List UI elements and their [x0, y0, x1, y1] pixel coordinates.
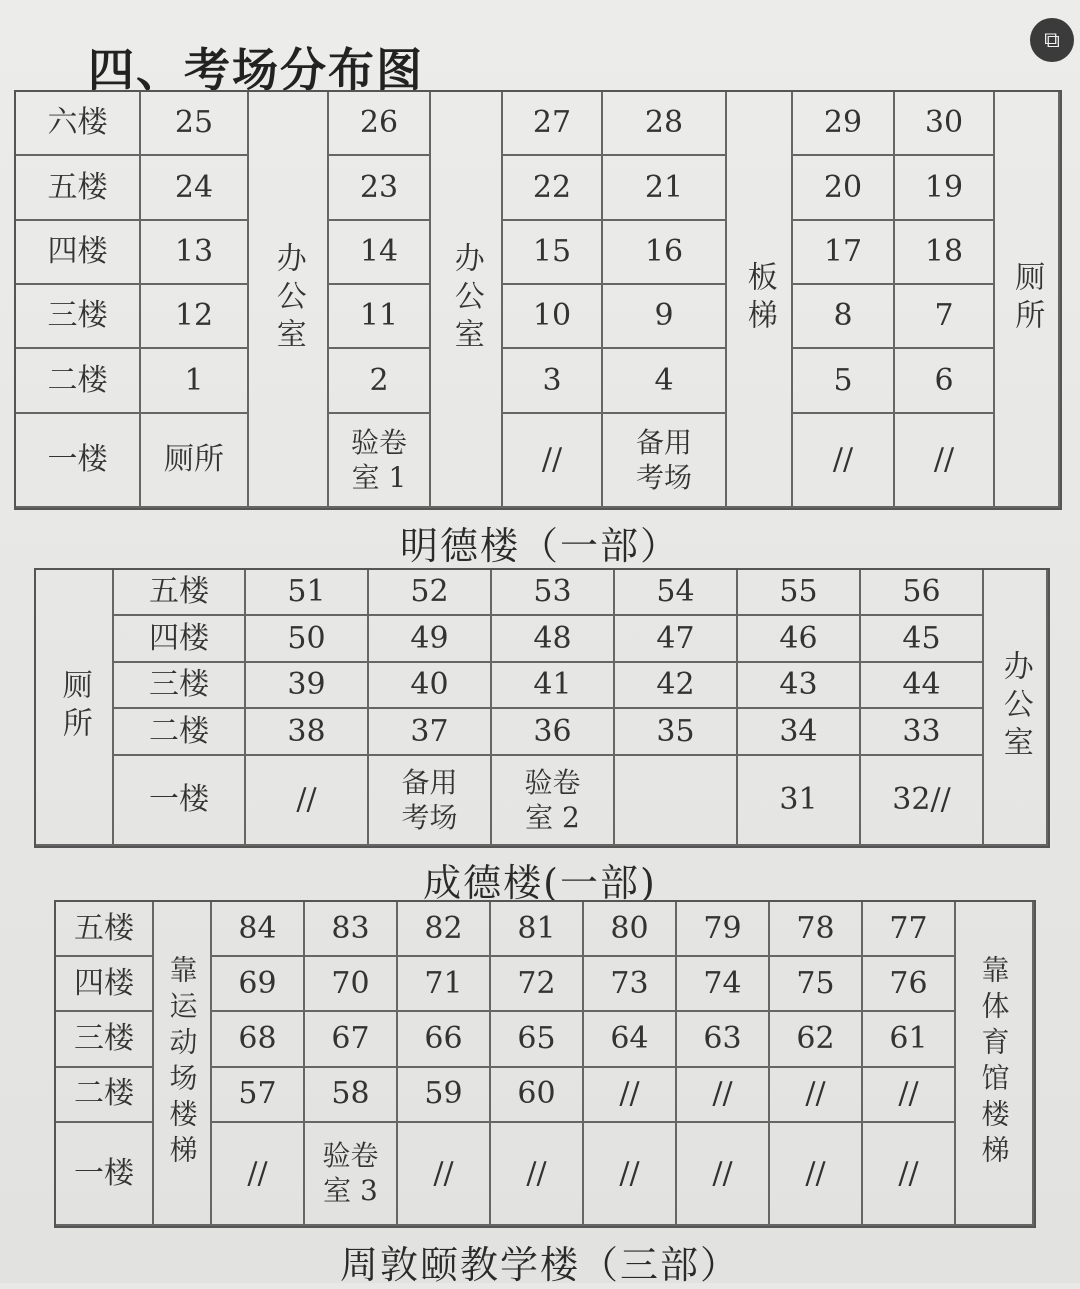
b3-room-cell-text: 76 — [889, 966, 928, 1002]
b1-room-cell-text: 9 — [654, 298, 674, 334]
b3-floor-label-text: 二楼 — [74, 1076, 134, 1112]
b1-room-cell-text: 验卷 室 1 — [350, 425, 407, 494]
b1-room-cell-text: 厕所 — [164, 442, 224, 478]
b3-room-cell — [212, 1123, 305, 1226]
b1-room-cell-text: 8 — [833, 298, 853, 334]
b2-room-cell — [492, 709, 615, 755]
b3-room-cell-text: 83 — [331, 910, 370, 946]
b1-stairs-cell — [727, 92, 793, 508]
b3-room-cell-text: 81 — [517, 910, 556, 946]
b1-room-cell-text: 2 — [369, 362, 389, 398]
b3-room-cell-text: // — [247, 1155, 268, 1191]
b1-office-b-cell-text: 办公室 — [448, 242, 484, 356]
b2-room-cell — [738, 663, 861, 709]
b1-office-b-cell — [431, 92, 503, 508]
b2-room-cell — [369, 709, 492, 755]
b3-room-cell — [863, 1012, 956, 1067]
b3-room-cell-text: // — [805, 1155, 826, 1191]
b1-room-cell — [793, 414, 895, 508]
b1-floor-label — [16, 414, 141, 508]
b2-room-cell-text: 44 — [902, 667, 941, 703]
b3-room-cell-text: 62 — [796, 1021, 835, 1057]
b3-room-cell-text: 80 — [610, 910, 649, 946]
b3-room-cell — [863, 1068, 956, 1123]
b2-floor-label-text: 三楼 — [149, 667, 209, 703]
b3-room-cell — [770, 1068, 863, 1123]
b1-office-a-cell-text: 办公室 — [270, 242, 306, 356]
b3-room-cell-text: 69 — [238, 966, 277, 1002]
screenshot-tool-icon[interactable]: ⧉ — [1030, 18, 1074, 62]
b2-room-cell — [492, 663, 615, 709]
b1-floor-label-text: 四楼 — [47, 234, 108, 270]
b3-floor-label — [56, 1068, 154, 1123]
b3-room-cell — [677, 1068, 770, 1123]
b1-room-cell — [503, 414, 603, 508]
b3-room-cell-text: // — [619, 1155, 640, 1191]
b1-floor-label — [16, 349, 141, 413]
b1-floor-label-text: 五楼 — [47, 169, 108, 205]
b1-room-cell — [895, 156, 995, 220]
b3-room-cell-text: 61 — [889, 1021, 928, 1057]
b1-room-cell — [793, 156, 895, 220]
b1-room-cell — [603, 285, 727, 349]
b1-toilet-cell-text: 厕所 — [1009, 261, 1045, 337]
b1-room-cell — [793, 92, 895, 156]
b2-room-cell-text: // — [296, 782, 317, 818]
b2-room-cell-text: 40 — [410, 667, 449, 703]
b1-room-cell-text: 19 — [924, 169, 964, 205]
b1-floor-label — [16, 92, 141, 156]
b1-floor-label — [16, 156, 141, 220]
chengde-building-table — [34, 568, 1050, 848]
zhoudunyi-building-caption: 周敦颐教学楼（三部） — [339, 1243, 740, 1287]
b2-room-cell-text: 56 — [902, 574, 941, 610]
b1-room-cell-text: 16 — [644, 234, 684, 270]
b2-room-cell — [369, 570, 492, 616]
b2-room-cell — [246, 709, 369, 755]
b3-floor-label — [56, 1012, 154, 1067]
chengde-building-caption: 成德楼(一部) — [423, 861, 657, 905]
b3-room-cell-text: // — [712, 1076, 733, 1112]
b1-room-cell — [141, 92, 249, 156]
b3-room-cell — [398, 1068, 491, 1123]
b1-room-cell — [793, 349, 895, 413]
b3-room-cell — [770, 957, 863, 1012]
b1-room-cell-text: 7 — [934, 298, 954, 334]
b2-room-cell-text: 37 — [410, 713, 449, 749]
b2-room-cell-text: 55 — [779, 574, 818, 610]
b1-room-cell-text: 3 — [542, 362, 562, 398]
b3-room-cell — [584, 1068, 677, 1123]
b3-room-cell — [212, 1068, 305, 1123]
b3-room-cell — [584, 1012, 677, 1067]
b1-room-cell-text: // — [541, 442, 563, 478]
b2-floor-label — [114, 570, 246, 616]
b3-room-cell — [305, 902, 398, 957]
b1-room-cell — [141, 156, 249, 220]
b3-room-cell — [677, 902, 770, 957]
b3-room-cell — [305, 1012, 398, 1067]
b2-room-cell-text: 备用 考场 — [401, 765, 458, 834]
b2-room-cell-text: 32// — [892, 782, 951, 818]
b2-room-cell — [861, 756, 984, 846]
b1-room-cell-text: 14 — [359, 234, 399, 270]
b3-room-cell-text: // — [619, 1076, 640, 1112]
b1-room-cell-text: 4 — [654, 362, 674, 398]
b1-room-cell-text: 备用 考场 — [635, 425, 692, 494]
b3-room-cell — [584, 957, 677, 1012]
b1-room-cell — [141, 285, 249, 349]
b1-room-cell-text: 10 — [532, 298, 572, 334]
b2-room-cell — [369, 756, 492, 846]
b3-room-cell — [770, 1123, 863, 1226]
b3-left-stairs-cell — [154, 902, 212, 1226]
b2-room-cell-text: 31 — [779, 782, 818, 818]
b3-room-cell-text: 60 — [517, 1076, 556, 1112]
b3-room-cell — [491, 902, 584, 957]
b2-room-cell — [246, 663, 369, 709]
b3-room-cell — [212, 957, 305, 1012]
b1-room-cell — [329, 92, 431, 156]
b2-room-cell-text: 47 — [656, 620, 695, 656]
b2-office-cell — [984, 570, 1048, 846]
b3-room-cell — [305, 1123, 398, 1226]
b1-room-cell-text: 18 — [924, 234, 964, 270]
b2-floor-label — [114, 709, 246, 755]
b1-room-cell — [603, 349, 727, 413]
zhoudunyi-building-table — [54, 900, 1036, 1228]
b2-room-cell — [738, 756, 861, 846]
b2-toilet-cell — [36, 570, 114, 846]
b1-floor-label-text: 二楼 — [47, 362, 108, 398]
b1-room-cell — [141, 349, 249, 413]
b2-floor-label-text: 一楼 — [149, 782, 209, 818]
b3-room-cell — [677, 957, 770, 1012]
b2-room-cell-text: 49 — [410, 620, 449, 656]
b3-room-cell — [863, 1123, 956, 1226]
b1-room-cell-text: 24 — [174, 169, 214, 205]
b2-room-cell-text: 38 — [287, 713, 326, 749]
b2-office-cell-text: 办公室 — [997, 650, 1033, 764]
b1-room-cell-text: 25 — [174, 105, 214, 141]
b2-room-cell — [246, 570, 369, 616]
b3-room-cell — [305, 1068, 398, 1123]
b3-room-cell-text: // — [805, 1076, 826, 1112]
b2-room-cell — [861, 570, 984, 616]
b3-room-cell — [491, 1012, 584, 1067]
b2-room-cell — [861, 663, 984, 709]
b2-room-cell-text: 50 — [287, 620, 326, 656]
b3-room-cell — [212, 902, 305, 957]
b2-room-cell-text: 验卷 室 2 — [524, 765, 581, 834]
b1-floor-label-text: 三楼 — [47, 298, 108, 334]
b3-room-cell-text: 67 — [331, 1021, 370, 1057]
b3-room-cell-text: 59 — [424, 1076, 463, 1112]
b1-room-cell — [503, 349, 603, 413]
mingde-building-table — [14, 90, 1062, 510]
b3-room-cell-text: // — [898, 1155, 919, 1191]
b2-room-cell-text: 35 — [656, 713, 695, 749]
b1-room-cell — [503, 285, 603, 349]
b1-room-cell-text: 12 — [174, 298, 214, 334]
page-title: 四、考场分布图 — [88, 43, 424, 97]
b3-room-cell — [491, 1068, 584, 1123]
b1-room-cell — [603, 156, 727, 220]
b3-room-cell-text: 82 — [424, 910, 463, 946]
b3-floor-label — [56, 957, 154, 1012]
b2-room-cell — [246, 616, 369, 662]
b3-room-cell — [305, 957, 398, 1012]
b1-room-cell-text: 27 — [532, 105, 572, 141]
b2-room-cell-text: 42 — [656, 667, 695, 703]
b2-floor-label-text: 二楼 — [149, 713, 209, 749]
b1-room-cell — [793, 285, 895, 349]
b3-right-stairs-cell-text: 靠体育馆楼梯 — [977, 955, 1011, 1171]
b1-room-cell-text: // — [832, 442, 854, 478]
b1-room-cell — [503, 221, 603, 285]
b1-room-cell-text: 29 — [823, 105, 863, 141]
b2-floor-label — [114, 663, 246, 709]
b1-room-cell-text: 1 — [184, 362, 204, 398]
b3-room-cell-text: 65 — [517, 1021, 556, 1057]
b3-room-cell — [584, 902, 677, 957]
b1-floor-label — [16, 285, 141, 349]
b3-room-cell-text: // — [433, 1155, 454, 1191]
b3-room-cell — [398, 1012, 491, 1067]
b1-room-cell — [503, 156, 603, 220]
b1-room-cell-text: 20 — [823, 169, 863, 205]
b1-room-cell-text: 22 — [532, 169, 572, 205]
b3-room-cell-text: 70 — [331, 966, 370, 1002]
b2-floor-label-text: 五楼 — [149, 574, 209, 610]
b1-room-cell-text: 15 — [532, 234, 572, 270]
b2-room-cell — [615, 616, 738, 662]
b3-room-cell — [677, 1012, 770, 1067]
b1-room-cell-text: 17 — [823, 234, 863, 270]
b1-room-cell — [503, 92, 603, 156]
b2-room-cell — [615, 709, 738, 755]
b1-room-cell — [895, 221, 995, 285]
b2-room-cell — [615, 663, 738, 709]
b1-room-cell — [141, 414, 249, 508]
b2-room-cell-text: 33 — [902, 713, 941, 749]
b1-room-cell — [329, 156, 431, 220]
b3-floor-label — [56, 1123, 154, 1226]
b3-floor-label — [56, 902, 154, 957]
b2-room-cell — [738, 616, 861, 662]
b1-room-cell-text: 30 — [924, 105, 964, 141]
b1-room-cell — [603, 92, 727, 156]
b1-room-cell-text: 6 — [934, 362, 954, 398]
b1-office-a-cell — [249, 92, 329, 508]
b1-floor-label-text: 一楼 — [47, 442, 108, 478]
b2-room-cell-text: 53 — [533, 574, 572, 610]
b1-room-cell — [329, 349, 431, 413]
b3-room-cell-text: // — [898, 1076, 919, 1112]
b2-room-cell-text: 54 — [656, 574, 695, 610]
b2-room-cell-text: 43 — [779, 667, 818, 703]
b3-room-cell-text: 79 — [703, 910, 742, 946]
b3-room-cell-text: // — [712, 1155, 733, 1191]
b3-room-cell-text: // — [526, 1155, 547, 1191]
b2-room-cell — [861, 616, 984, 662]
b3-room-cell-text: 84 — [238, 910, 277, 946]
b1-room-cell — [141, 221, 249, 285]
b1-room-cell-text: 21 — [644, 169, 684, 205]
b2-room-cell — [492, 616, 615, 662]
b1-room-cell — [895, 92, 995, 156]
b3-floor-label-text: 四楼 — [74, 966, 134, 1002]
b1-room-cell-text: 28 — [644, 105, 684, 141]
b3-room-cell — [584, 1123, 677, 1226]
b3-room-cell — [863, 902, 956, 957]
b3-right-stairs-cell — [956, 902, 1034, 1226]
b2-room-cell — [246, 756, 369, 846]
b3-room-cell-text: 验卷 室 3 — [322, 1139, 379, 1208]
b3-floor-label-text: 三楼 — [74, 1021, 134, 1057]
b3-room-cell — [398, 1123, 491, 1226]
b2-room-cell-text: 48 — [533, 620, 572, 656]
b3-room-cell — [770, 1012, 863, 1067]
b3-room-cell — [398, 957, 491, 1012]
b1-room-cell — [329, 285, 431, 349]
b2-room-cell-text: 36 — [533, 713, 572, 749]
b2-room-cell — [369, 663, 492, 709]
b1-room-cell — [329, 221, 431, 285]
b2-room-cell-text: 39 — [287, 667, 326, 703]
b2-room-cell-text: 41 — [533, 667, 572, 703]
b1-stairs-cell-text: 板梯 — [741, 261, 777, 337]
b1-room-cell — [603, 221, 727, 285]
b3-room-cell-text: 74 — [703, 966, 742, 1002]
b1-room-cell-text: 11 — [359, 298, 399, 334]
b3-room-cell — [863, 957, 956, 1012]
b2-room-cell-text: 45 — [902, 620, 941, 656]
b3-floor-label-text: 一楼 — [74, 1155, 134, 1191]
b3-room-cell-text: 78 — [796, 910, 835, 946]
b2-room-cell — [615, 570, 738, 616]
b2-room-cell-text: 34 — [779, 713, 818, 749]
b1-room-cell — [329, 414, 431, 508]
b3-room-cell-text: 63 — [703, 1021, 742, 1057]
b2-room-cell-text: 52 — [410, 574, 449, 610]
b2-room-cell-text: 46 — [779, 620, 818, 656]
b3-room-cell-text: 57 — [238, 1076, 277, 1112]
b2-room-cell — [492, 756, 615, 846]
b1-room-cell-text: 26 — [359, 105, 399, 141]
b2-toilet-cell-text: 厕所 — [56, 669, 92, 745]
b1-room-cell-text: 13 — [174, 234, 214, 270]
b1-floor-label — [16, 221, 141, 285]
b3-room-cell-text: 66 — [424, 1021, 463, 1057]
b3-room-cell-text: 58 — [331, 1076, 370, 1112]
b1-room-cell — [895, 349, 995, 413]
b2-room-cell — [369, 616, 492, 662]
b2-room-cell — [861, 709, 984, 755]
b3-room-cell — [491, 1123, 584, 1226]
b1-room-cell-text: // — [933, 442, 955, 478]
b3-left-stairs-cell-text: 靠运动场楼梯 — [165, 955, 199, 1171]
b1-room-cell — [895, 285, 995, 349]
b3-room-cell — [212, 1012, 305, 1067]
b3-floor-label-text: 五楼 — [74, 910, 134, 946]
b3-room-cell-text: 75 — [796, 966, 835, 1002]
b2-room-cell — [492, 570, 615, 616]
b1-room-cell-text: 23 — [359, 169, 399, 205]
b1-room-cell — [895, 414, 995, 508]
b2-room-cell — [738, 709, 861, 755]
b3-room-cell-text: 73 — [610, 966, 649, 1002]
b2-room-cell — [615, 756, 738, 846]
b2-room-cell-text: 51 — [287, 574, 326, 610]
b3-room-cell-text: 68 — [238, 1021, 277, 1057]
b2-room-cell — [738, 570, 861, 616]
b3-room-cell — [491, 957, 584, 1012]
b3-room-cell-text: 77 — [889, 910, 928, 946]
b3-room-cell — [398, 902, 491, 957]
b3-room-cell-text: 71 — [424, 966, 463, 1002]
b1-room-cell — [603, 414, 727, 508]
mingde-building-caption: 明德楼（一部） — [399, 524, 680, 568]
b2-floor-label — [114, 616, 246, 662]
b3-room-cell-text: 64 — [610, 1021, 649, 1057]
b2-floor-label-text: 四楼 — [149, 620, 209, 656]
b1-room-cell — [793, 221, 895, 285]
b1-toilet-cell — [995, 92, 1060, 508]
b1-floor-label-text: 六楼 — [47, 105, 108, 141]
b3-room-cell — [677, 1123, 770, 1226]
b2-floor-label — [114, 756, 246, 846]
b1-room-cell-text: 5 — [833, 362, 853, 398]
b3-room-cell — [770, 902, 863, 957]
b3-room-cell-text: 72 — [517, 966, 556, 1002]
